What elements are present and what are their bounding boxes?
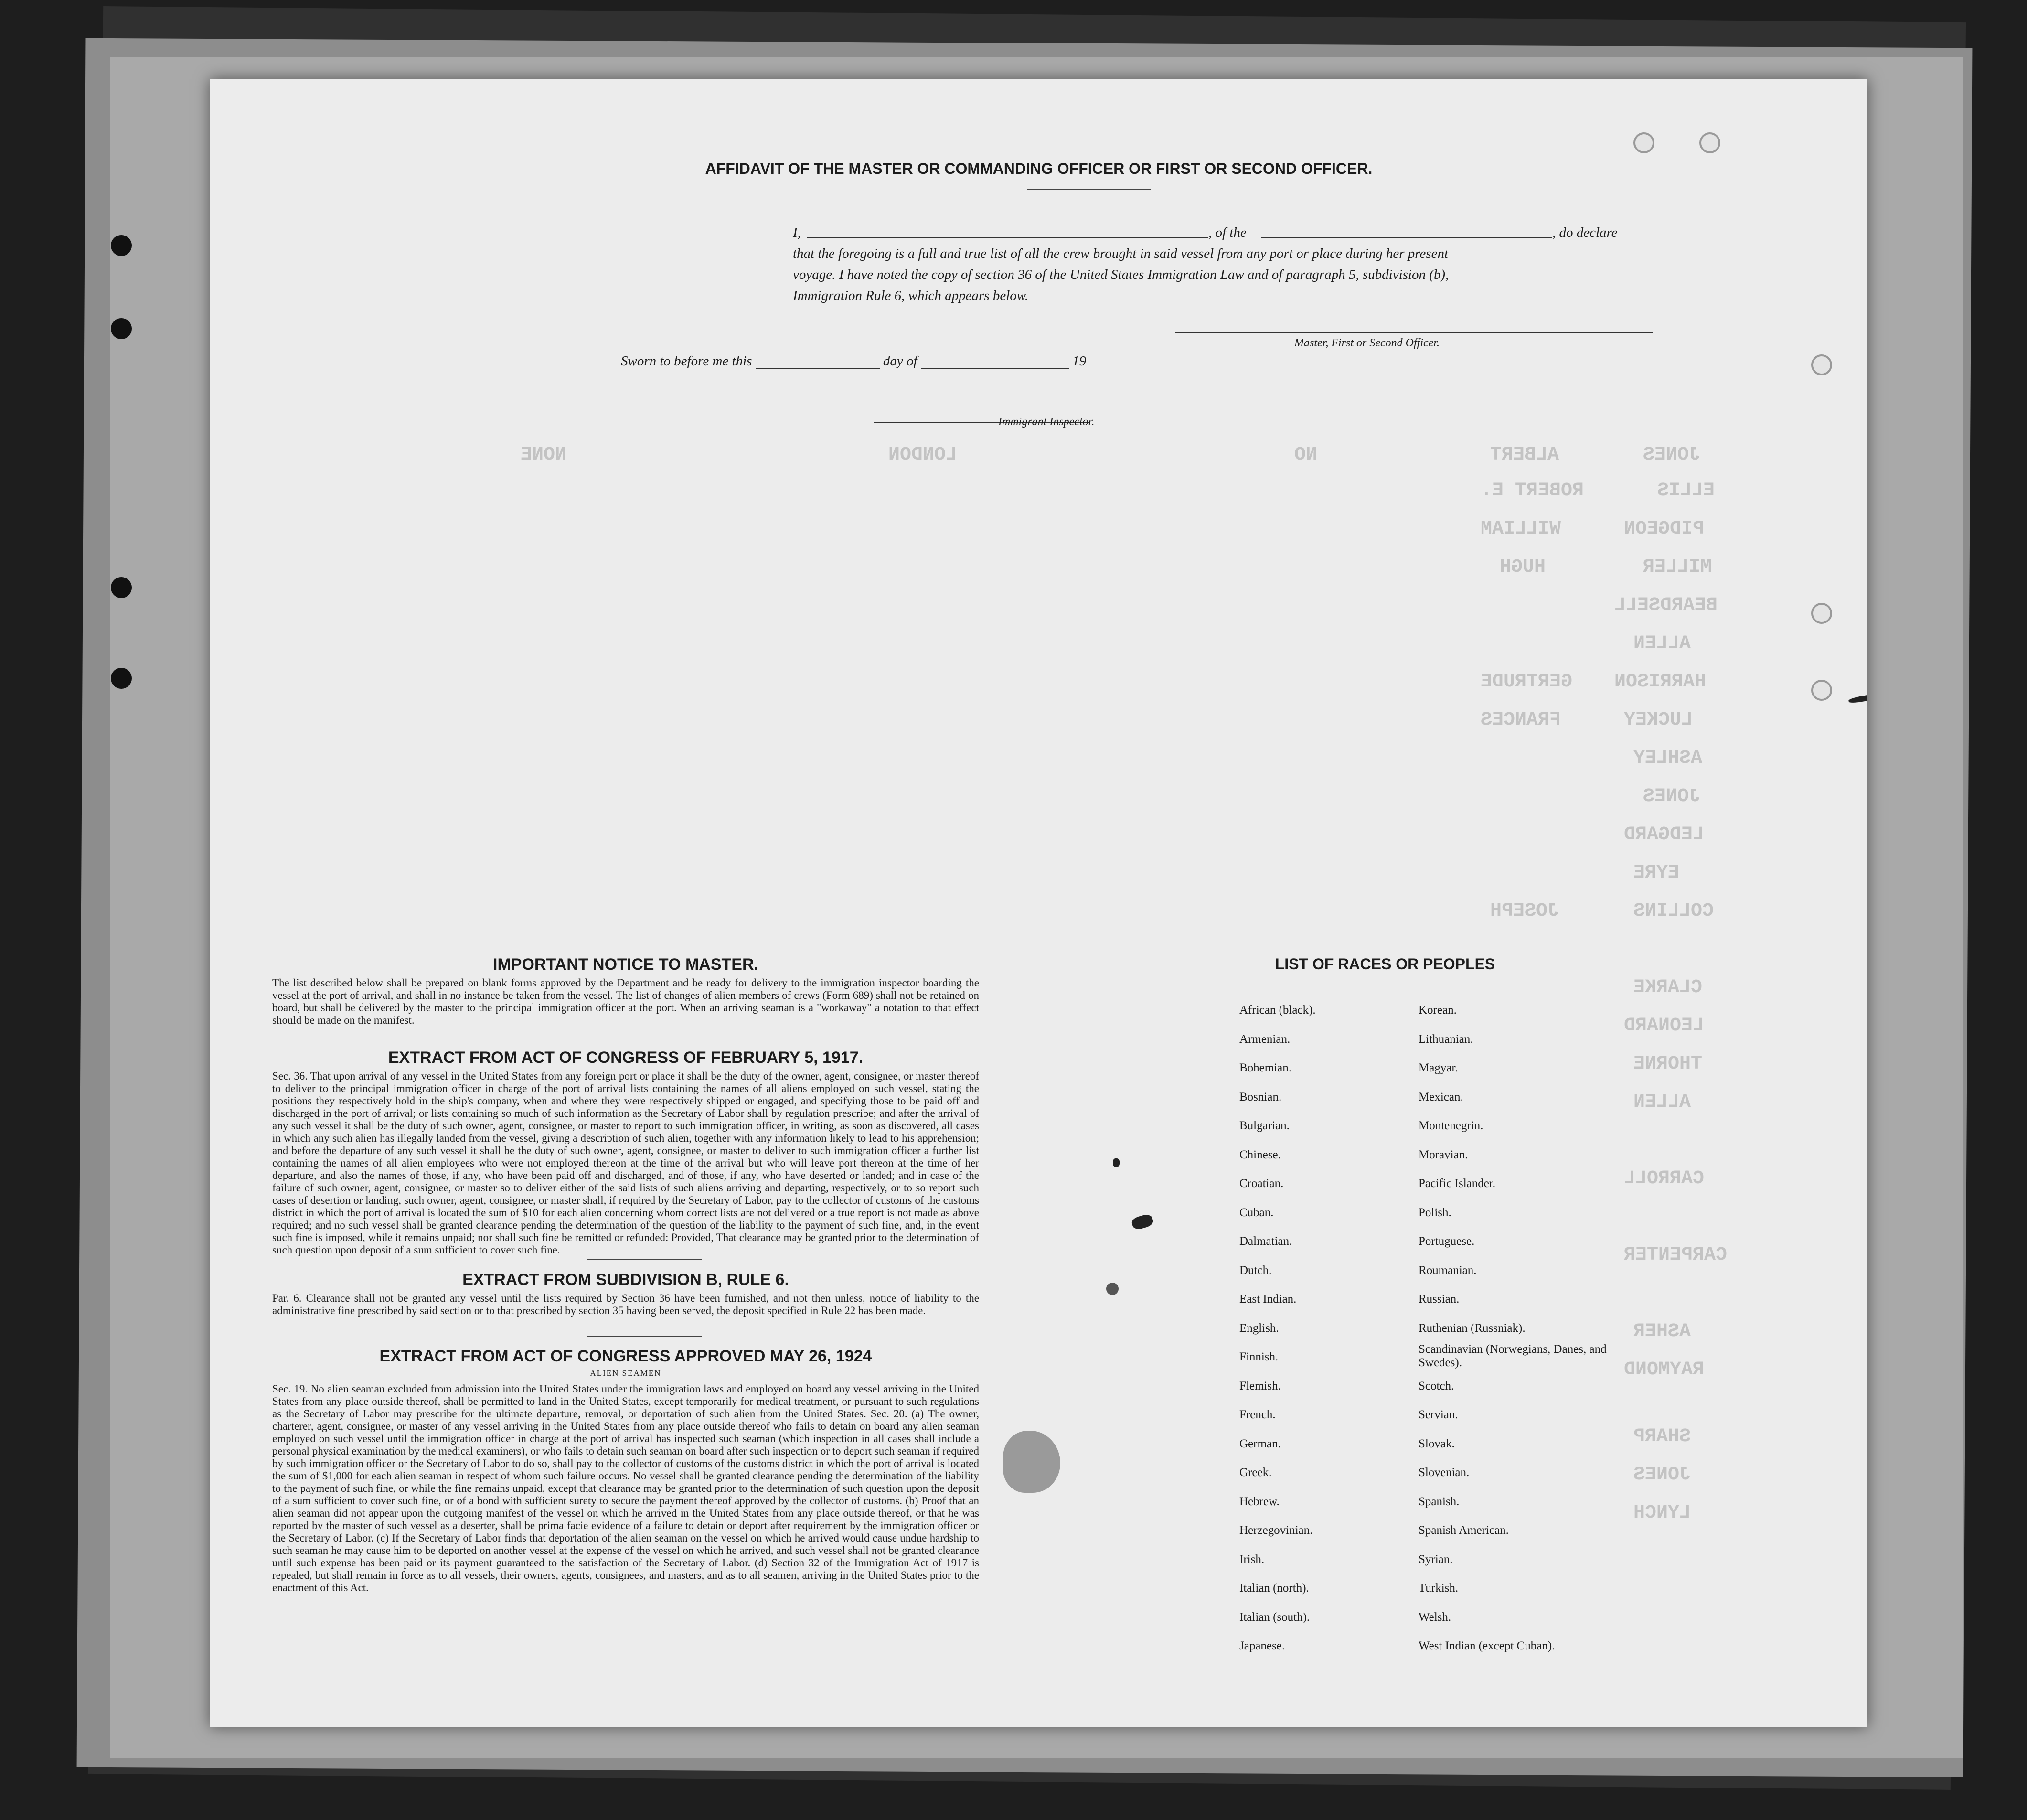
- race-item: Moravian.: [1419, 1148, 1468, 1161]
- race-item: Syrian.: [1419, 1552, 1453, 1566]
- race-item: Armenian.: [1239, 1032, 1291, 1046]
- race-item: Bosnian.: [1239, 1090, 1282, 1103]
- race-item: Spanish.: [1419, 1495, 1460, 1508]
- affidavit-do-declare: , do declare: [1552, 225, 1618, 240]
- binder-hole-4: [111, 668, 132, 689]
- race-item: Chinese.: [1239, 1148, 1281, 1161]
- race-item: Herzegovinian.: [1239, 1524, 1313, 1537]
- vessel-name-blank: [1261, 237, 1552, 238]
- punch-ring-3: [1811, 354, 1832, 375]
- extract-1924-subtitle: ALIEN SEAMEN: [590, 1369, 661, 1378]
- signature-label: Master, First or Second Officer.: [1294, 337, 1440, 349]
- race-item: Finnish.: [1239, 1350, 1279, 1363]
- affidavit-of-the: , of the: [1208, 225, 1247, 240]
- race-item: Cuban.: [1239, 1206, 1274, 1219]
- ink-dot: [1106, 1283, 1119, 1295]
- race-item: Irish.: [1239, 1552, 1265, 1566]
- extract-1924-body: Sec. 19. No alien seaman excluded from admission into the United States under the immigration laws and employed on board any vessel arriving in the United States from any place outside thereof, shall be permitted to land in the United States, except temporarily for medical treatment, or pursuant to such regulations as the Secretary of Labor may prescribe for the ultimate departure, removal, or deportation of such alien from the United States. Sec. 20. (a) The owner, charterer, agent, consignee, or master of any vessel arriving in the United States from any place outside thereof who fails to detain on board any alien seaman employed on such vessel until the immigration officer in charge at the port of arrival has inspected such seaman (which inspection in all cases shall include a personal physical examination by the medical examiners), or who fails to detain such seaman on board after such inspection or to deport such seaman if required by such immigration officer or the Secretary of Labor to do so, shall pay to the collector of customs of the customs district in which the port of arrival is located the sum of $1,000 for each alien seaman in respect of whom such failure occurs. No vessel shall be granted clearance pending the determination of the liability to the payment of such fine, or while the fine remains unpaid, except that clearance may be granted prior to the determination of such question upon the deposit of a sum sufficient to cover such fine, or of a bond with sufficient surety to secure the payment thereof approved by the collector of customs. (b) Proof that an alien seaman did not appear upon the outgoing manifest of the vessel on which he arrived in the United States from any place outside thereof, or that he was reported by the master of such vessel as a deserter, shall be prima facie evidence of a failure to detain or deport after requirement by the immigration officer or the Secretary of Labor. (c) If the Secretary of Labor finds that deportation of the alien seaman on the vessel on which he arrived would cause undue hardship to such seaman he may cause him to be deported on another vessel at the expense of the vessel on which he arrived, and such vessel shall not be granted clearance until such expense has been paid or its payment guaranteed to the satisfaction of the Secretary of Labor. (d) Section 32 of the Immigration Act of 1917 is repealed, but shall remain in force as to all vessels, their owners, agents, consignees, and masters, and as to all seamen, arriving in the United States prior to the enactment of this Act.: [272, 1383, 979, 1594]
- race-item: Turkish.: [1419, 1582, 1459, 1595]
- officer-name-blank: [807, 237, 1208, 238]
- race-item: Bohemian.: [1239, 1061, 1292, 1074]
- extract-1917-body: Sec. 36. That upon arrival of any vessel in the United States from any foreign port or place it shall be the duty of the owner, agent, consignee, or master thereof to deliver to the principal immigration officer in charge of the port of arrival lists containing the names of all aliens employed on such vessel, stating the positions they respectively hold in the ship's company, when and where they were respectively shipped or engaged, and specifying those to be paid off and discharged in the port of arrival; or lists containing so much of such information as the Secretary of Labor shall by regulation prescribe; and after the arrival of any such vessel it shall be the duty of such owner, agent, consignee, or master to report to such immigration officer, in writing, as soon as discovered, all cases in which any such alien has illegally landed from the vessel, giving a description of such alien, together with any information likely to lead to his apprehension; and before the departure of any such vessel it shall be the duty of such owner, agent, consignee, or master to deliver to such immigration officer a further list containing the names of all alien employees who were not employed thereon at the time of the arrival but who will leave port thereon at the time of her departure, and also the names of those, if any, who have been paid off and discharged, and of those, if any, who have deserted or landed; and in case of the failure of such owner, agent, consignee, or master so to deliver either of the said lists of such aliens arriving and departing, respectively, or to so report such cases of desertion or landing, such owner, agent, consignee, or master shall, if required by the Secretary of Labor, pay to the collector of customs of the customs district in which the port of arrival is located the sum of $10 for each alien concerning whom correct lists are not delivered or a true report is not made as above required; and no such vessel shall be granted clearance pending the determination of the question of the liability to the payment of such fine, and, in the event such fine is imposed, while it remains unpaid; nor shall such fine be remitted or refunded: Provided, That clearance may be granted prior to the determination of such question upon deposit of a sum sufficient to cover such fine.: [272, 1070, 979, 1256]
- races-left-column: [1239, 996, 1421, 1661]
- race-item: Polish.: [1419, 1206, 1451, 1219]
- race-item: Scandinavian (Norwegians, Danes, and Swedes).: [1419, 1343, 1607, 1369]
- section-rule-1: [587, 1259, 702, 1260]
- extract-1924-title: EXTRACT FROM ACT OF CONGRESS APPROVED MAY 26, 1924: [379, 1347, 872, 1365]
- extract-rule6-body: Par. 6. Clearance shall not be granted any vessel until the lists required by Section 36 have been furnished, and not then unless, notice of liability to the administrative fine prescribed by said section or to that prescribed by section 35 having been served, the deposit specified in Rule 22 has been made.: [272, 1292, 979, 1317]
- extract-1917-title: EXTRACT FROM ACT OF CONGRESS OF FEBRUARY 5, 1917.: [388, 1049, 864, 1067]
- race-item: African (black).: [1239, 1004, 1316, 1017]
- race-item: Magyar.: [1419, 1061, 1458, 1074]
- signature-blank: [1175, 332, 1653, 333]
- edge-mark: [1848, 692, 1867, 704]
- affidavit-line-3: voyage. I have noted the copy of section 36 of the United States Immigration Law and of paragraph 5, subdivision (b),: [793, 267, 1449, 282]
- punch-ring-5: [1811, 680, 1832, 701]
- races-title: LIST OF RACES OR PEOPLES: [1275, 955, 1495, 973]
- race-item: Italian (south).: [1239, 1610, 1310, 1624]
- affidavit-title: AFFIDAVIT OF THE MASTER OR COMMANDING OFFICER OR FIRST OR SECOND OFFICER.: [705, 160, 1373, 177]
- race-item: French.: [1239, 1408, 1276, 1421]
- race-item: Welsh.: [1419, 1610, 1451, 1624]
- race-item: English.: [1239, 1321, 1279, 1335]
- inspector-label: Immigrant Inspector.: [998, 416, 1095, 428]
- race-item: Roumanian.: [1419, 1263, 1477, 1277]
- race-item: Scotch.: [1419, 1379, 1454, 1392]
- manifest-page: JONES ALBERT NO LONDON NONE ELLIS ROBERT E. PIDGEON WILLIAM MILLER HUGH BEARDSELL ALLEN HARRISON GERTRUDE LUCKEY FRANCES ASHLEY JONES LEDGARD EYRE COLLINS JOSEPH CLARKE LEONARD THORNE ALLEN CARROLL CARPENTER ASHER RAYMOND SHARP JONES LYNCH AFFIDAVIT OF THE MASTER OR COMMANDING OFFICER OR FIRST OR SECOND OFFICER. I, , of the , do declare that the foregoing is a full and true list of all the crew brought in said vessel from any port or place during her present voyage. I have noted the copy of section 36 of the United States Immigration Law and of paragraph 5, subdivision (b), Immigration Rule 6, which appears below. Master, First or Second Officer. Sworn to before me this day of 19 Immigrant Inspector. IMPORTANT NOTICE TO MASTER. The list described below shall be prepared on blank forms approved by the Department and be ready for delivery to the immigration inspector boarding the vessel at the port of arrival, and shall in no instance be taken from the vessel. The list of changes of alien members of crews (Form 689) shall not be retained on board, but shall be delivered by the master to the principal immigration officer at the port. When an arriving seaman is a "workaway" a notation to that effect should be made on the manifest. EXTRACT FROM ACT OF CONGRESS OF FEBRUARY 5, 1917. Sec. 36. That upon arrival of any vessel in the United States from any foreign port or place it shall be the duty of the owner, agent, consignee, or master thereof to deliver to the principal immigration officer in charge of the port of arrival lists containing the names of all aliens employed on such vessel, stating the positions they respectively hold in the ship's company, when and where they were respectively shipped or engaged, and specifying those to be paid off and discharged in the port of arrival; or lists containing so much of such information as the Secretary of Labor shall by regulation prescribe; and after the arrival of any such vessel it shall be the duty of such owner, agent, consignee, or master to report to such immigration officer, in writing, as soon as discovered, all cases in which any such alien has illegally landed from the vessel, giving a description of such alien, together with any information likely to lead to his apprehension; and before the departure of any such vessel it shall be the duty of such owner, agent, consignee, or master to deliver to such immigration officer a further list containing the names of all alien employees who were not employed thereon at the time of the arrival but who will leave port thereon at the time of her departure, and also the names of those, if any, who have been paid off and discharged, and of those, if any, who have deserted or landed; and in case of the failure of such owner, agent, consignee, or master so to deliver either of the said lists of such aliens arriving and departing, respectively, or to so report such cases of desertion or landing, such owner, agent, consignee, or master shall, if required by the Secretary of Labor, pay to the collector of customs of the customs district in which the port of arrival is located the sum of $10 for each alien concerning whom correct lists are not delivered or a true report is not made as above required; and no such vessel shall be granted clearance pending the determination of the question of the liability to the payment of such fine, and, in the event such fine is imposed, while it remains unpaid; nor shall such fine be remitted or refunded: Provided, That clearance may be granted prior to the determination of such question upon deposit of a sum sufficient to cover such fine. EXTRACT FROM SUBDIVISION B, RULE 6. Par. 6. Clearance shall not be granted any vessel until the lists required by Section 36 have been furnished, and not then unless, notice of liability to the administrative fine prescribed by said section or to that prescribed by section 35 having been served, the deposit specified in Rule 22 has been made. EXTRACT FROM ACT OF CONGRESS APPROVED MAY 26, 1924 ALIEN SEAMEN Sec. 19. No alien seaman excluded from admission into the United States under the immigration laws and employed on board any vessel arriving in the United States from any place outside thereof, shall be permitted to land in the United States, except temporarily for medical treatment, or pursuant to such regulations as the Secretary of Labor may prescribe for the ultimate departure, removal, or deportation of such alien from the United States. Sec. 20. (a) The owner, charterer, agent, consignee, or master of any vessel arriving in the United States from any place outside thereof who fails to detain on board any alien seaman employed on such vessel until the immigration officer in charge at the port of arrival has inspected such seaman (which inspection in all cases shall include a personal physical examination by the medical examiners), or who fails to detain such seaman on board after such inspection or to deport such seaman if required by such immigration officer or the Secretary of Labor to do so, shall pay to the collector of customs of the customs district in which the port of arrival is located the sum of $1,000 for each alien seaman in respect of whom such failure occurs. No vessel shall be granted clearance pending the determination of the liability to the payment of such fine, or while the fine remains unpaid, except that clearance may be granted prior to the determination of such question upon the deposit of a sum sufficient to cover such fine, or of a bond with sufficient surety to secure the payment thereof approved by the collector of customs. (b) Proof that an alien seaman did not appear upon the outgoing manifest of the vessel on which he arrived in the United States from any place outside thereof, or that he was reported by the master of such vessel as a deserter, shall be prima facie evidence of a failure to detain or deport after requirement by the immigration officer or the Secretary of Labor. (c) If the Secretary of Labor finds that deportation of the alien seaman on the vessel on which he arrived would cause undue hardship to such seaman he may cause him to be deported on another vessel at the expense of the vessel on which he arrived, and such vessel shall not be granted clearance until such expense has been paid or its payment guaranteed to the satisfaction of the Secretary of Labor. (d) Section 32 of the Immigration Act of 1917 is repealed, but shall remain in force as to all vessels, their owners, agents, consignees, and masters, and as to all seamen, arriving in the United States prior to the enactment of this Act. LIST OF RACES OR PEOPLES African (black). Armenian. Bohemian. Bosnian. Bulgarian. Chinese. Croatian. Cuban. Dalmatian. Dutch. East Indian. English. Finnish. Flemish. French. German. Greek. Hebrew. Herzegovinian. Irish. Italian (north). Italian (south). Japanese. Korean. Lithuanian. Magyar. Mexican. Montenegrin. Moravian. Pacific Islander. Polish. Portuguese. Roumanian. Russian. Ruthenian (Russniak). Scandinavian (Norwegians, Danes, and Swedes). Scotch. Servian. Slovak. Slovenian. Spanish. Spanish American. Syrian. Turkish. Welsh. West Indian (except Cuban).: [210, 79, 1867, 1727]
- punch-ring-1: [1633, 132, 1654, 153]
- section-rule-2: [587, 1336, 702, 1337]
- race-item: Lithuanian.: [1419, 1032, 1473, 1046]
- race-item: German.: [1239, 1437, 1281, 1450]
- race-item: Mexican.: [1419, 1090, 1463, 1103]
- important-notice-body: The list described below shall be prepared on blank forms approved by the Department and be ready for delivery to the immigration inspector boarding the vessel at the port of arrival, and shall in no instance be taken from the vessel. The list of changes of alien members of crews (Form 689) shall not be retained on board, but shall be delivered by the master to the principal immigration officer at the port. When an arriving seaman is a "workaway" a notation to that effect should be made on the manifest.: [272, 977, 979, 1026]
- affidavit-line-4: Immigration Rule 6, which appears below.: [793, 288, 1029, 303]
- ink-smear: [1131, 1213, 1154, 1231]
- race-item: Russian.: [1419, 1293, 1460, 1306]
- year-label: 19: [1072, 353, 1087, 369]
- ink-dot: [1113, 1158, 1120, 1167]
- affidavit-i-label: I,: [793, 225, 801, 240]
- race-item: East Indian.: [1239, 1293, 1297, 1306]
- sworn-month-blank: [921, 368, 1069, 369]
- race-item: West Indian (except Cuban).: [1419, 1639, 1555, 1652]
- race-item: Korean.: [1419, 1004, 1457, 1017]
- title-rule: [1027, 189, 1151, 190]
- race-item: Servian.: [1419, 1408, 1458, 1421]
- day-of-label: day of: [883, 353, 917, 369]
- affidavit-text: [583, 222, 1724, 306]
- race-item: Ruthenian (Russniak).: [1419, 1321, 1526, 1335]
- binder-hole-2: [111, 318, 132, 339]
- race-item: Dalmatian.: [1239, 1235, 1292, 1248]
- sworn-day-blank: [756, 368, 880, 369]
- race-item: Dutch.: [1239, 1263, 1272, 1277]
- race-item: Italian (north).: [1239, 1582, 1309, 1595]
- races-right-column: [1419, 996, 1619, 1661]
- race-item: Flemish.: [1239, 1379, 1281, 1392]
- affidavit-line-2: that the foregoing is a full and true list of all the crew brought in said vessel from any port or place during her present: [793, 246, 1449, 261]
- binder-hole-3: [111, 577, 132, 598]
- race-item: Spanish American.: [1419, 1524, 1509, 1537]
- race-item: Slovenian.: [1419, 1466, 1470, 1479]
- race-item: Portuguese.: [1419, 1235, 1475, 1248]
- race-item: Croatian.: [1239, 1177, 1284, 1190]
- binder-hole-1: [111, 235, 132, 256]
- sworn-label: Sworn to before me this: [621, 353, 752, 369]
- race-item: Greek.: [1239, 1466, 1272, 1479]
- water-stain: [1003, 1431, 1060, 1493]
- extract-rule6-title: EXTRACT FROM SUBDIVISION B, RULE 6.: [462, 1271, 789, 1289]
- punch-ring-4: [1811, 603, 1832, 624]
- race-item: Pacific Islander.: [1419, 1177, 1496, 1190]
- race-item: Japanese.: [1239, 1639, 1285, 1652]
- important-notice-title: IMPORTANT NOTICE TO MASTER.: [493, 955, 758, 974]
- race-item: Slovak.: [1419, 1437, 1455, 1450]
- race-item: Hebrew.: [1239, 1495, 1280, 1508]
- punch-ring-2: [1699, 132, 1720, 153]
- race-item: Bulgarian.: [1239, 1119, 1290, 1132]
- sworn-line: [621, 353, 1086, 369]
- race-item: Montenegrin.: [1419, 1119, 1483, 1132]
